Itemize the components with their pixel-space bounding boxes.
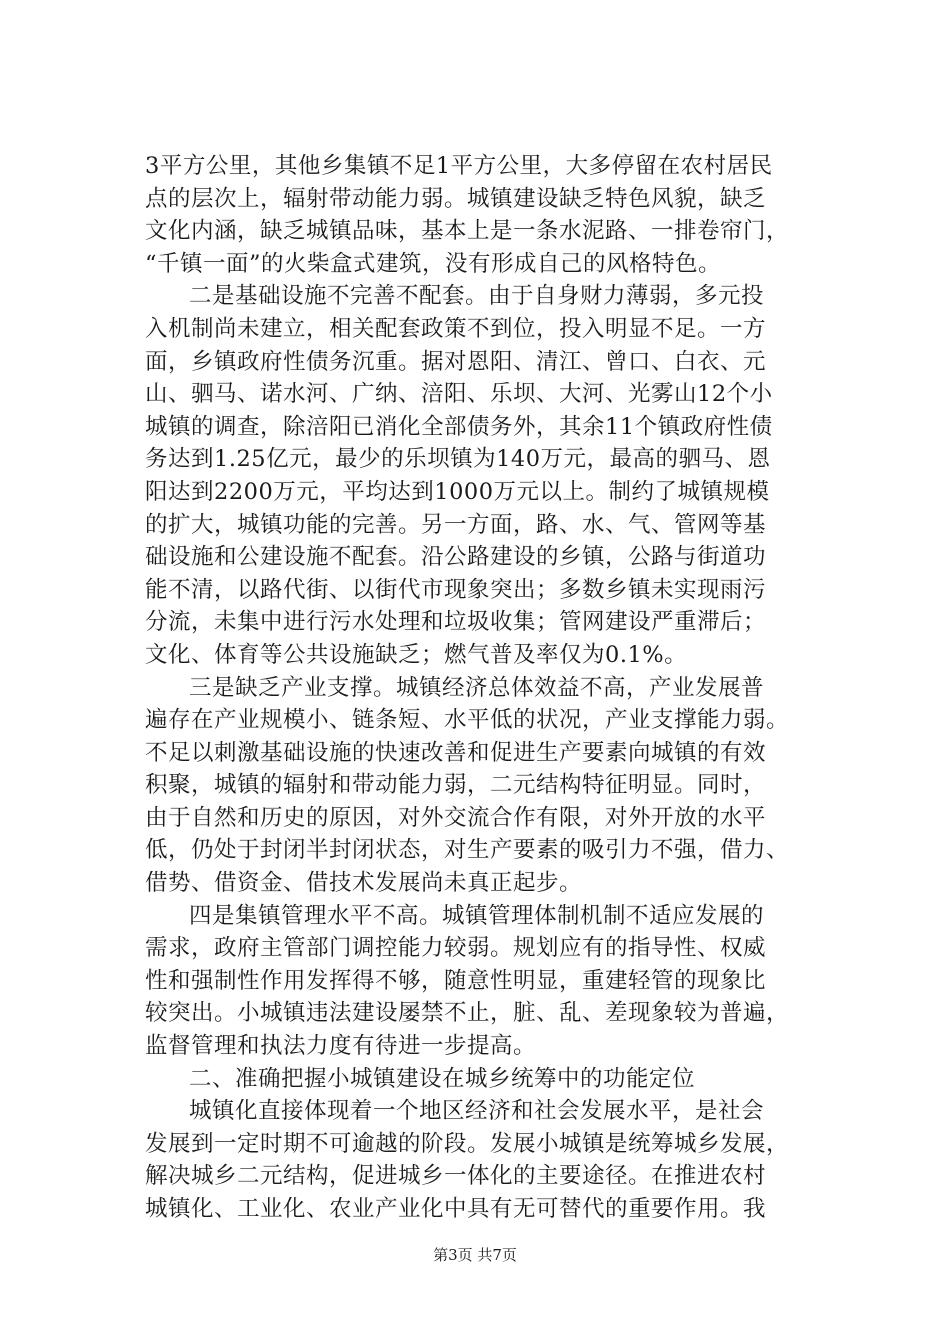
text-line: 三是缺乏产业支撑。城镇经济总体效益不高，产业发展普 — [189, 674, 765, 701]
text-line: 城镇的调查，除涪阳已消化全部债务外，其余11个镇政府性债 — [145, 413, 773, 440]
text-line: 二是基础设施不完善不配套。由于自身财力薄弱，多元投 — [189, 283, 765, 310]
text-line: 能不清，以路代街、以街代市现象突出；多数乡镇未实现雨污 — [145, 576, 767, 603]
text-line: 务达到1.25亿元，最少的乐坝镇为140万元，最高的驷马、恩 — [145, 446, 771, 473]
text-line: 文化、体育等公共设施缺乏；燃气普及率仅为0.1%。 — [145, 641, 688, 668]
text-line: 3平方公里，其他乡集镇不足1平方公里，大多停留在农村居民 — [145, 153, 773, 179]
text-line: “千镇一面”的火柴盒式建筑，没有形成自己的风格特色。 — [145, 250, 722, 277]
text-line: 较突出。小城镇违法建设屡禁不止，脏、乱、差现象较为普遍， — [145, 1000, 790, 1027]
text-line: 面，乡镇政府性债务沉重。据对恩阳、清江、曾口、白衣、元 — [145, 348, 767, 375]
page-footer: 第3页 共7页 — [433, 1246, 517, 1264]
text-line: 由于自然和历史的原因，对外交流合作有限，对外开放的水平 — [145, 804, 767, 831]
text-line: 不足以刺激基础设施的快速改善和促进生产要素向城镇的有效 — [145, 739, 767, 766]
text-line: 积聚，城镇的辐射和带动能力弱，二元结构特征明显。同时， — [145, 772, 767, 799]
text-line: 础设施和公建设施不配套。沿公路建设的乡镇，公路与街道功 — [145, 544, 767, 571]
text-line: 文化内涵，缺乏城镇品味，基本上是一条水泥路、一排卷帘门， — [145, 218, 790, 245]
text-line: 城镇化直接体现着一个地区经济和社会发展水平，是社会 — [189, 1098, 765, 1125]
text-line: 监督管理和执法力度有待进一步提高。 — [145, 1033, 537, 1060]
text-line: 的扩大，城镇功能的完善。另一方面，路、水、气、管网等基 — [145, 511, 767, 538]
text-line: 点的层次上，辐射带动能力弱。城镇建设缺乏特色风貌，缺乏 — [145, 185, 767, 212]
text-line: 城镇化、工业化、农业产业化中具有无可替代的重要作用。我 — [145, 1196, 767, 1222]
text-line: 发展到一定时期不可逾越的阶段。发展小城镇是统筹城乡发展， — [145, 1130, 790, 1157]
text-line: 性和强制性作用发挥得不够，随意性明显，重建轻管的现象比 — [145, 967, 767, 994]
text-line: 二、准确把握小城镇建设在城乡统筹中的功能定位 — [189, 1065, 696, 1092]
text-line: 四是集镇管理水平不高。城镇管理体制机制不适应发展的 — [189, 902, 765, 929]
text-line: 解决城乡二元结构，促进城乡一体化的主要途径。在推进农村 — [145, 1163, 767, 1190]
text-line: 低，仍处于封闭半封闭状态，对生产要素的吸引力不强，借力、 — [145, 837, 790, 864]
text-line: 需求，政府主管部门调控能力较弱。规划应有的指导性、权威 — [145, 935, 767, 962]
text-line: 遍存在产业规模小、链条短、水平低的状况，产业支撑能力弱。 — [145, 707, 790, 734]
text-line: 入机制尚未建立，相关配套政策不到位，投入明显不足。一方 — [145, 315, 767, 342]
text-line: 借势、借资金、借技术发展尚未真正起步。 — [145, 870, 583, 897]
document-body — [145, 150, 835, 1226]
text-line: 阳达到2200万元，平均达到1000万元以上。制约了城镇规模 — [145, 478, 770, 505]
text-line: 山、驷马、诺水河、广纳、涪阳、乐坝、大河、光雾山12个小 — [145, 381, 773, 408]
text-line: 分流，未集中进行污水处理和垃圾收集；管网建设严重滞后； — [145, 609, 767, 636]
